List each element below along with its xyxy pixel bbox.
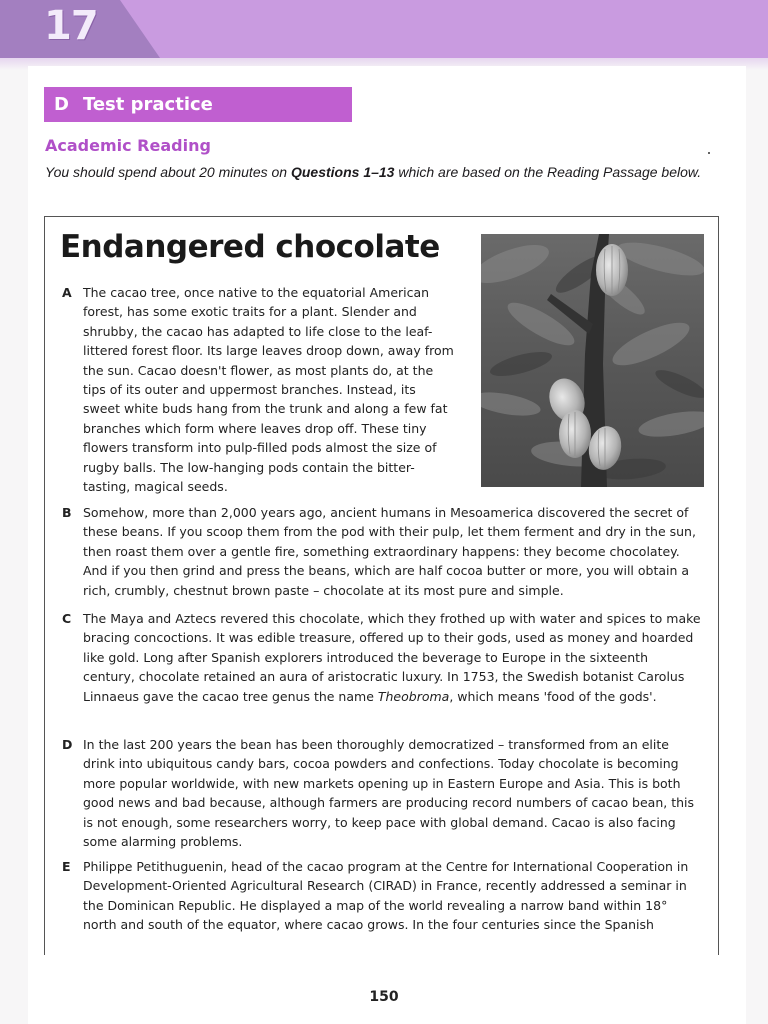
passage-title: Endangered chocolate: [60, 229, 440, 265]
cacao-photo: [481, 234, 704, 487]
section-header: [44, 87, 352, 122]
academic-reading-heading: Academic Reading: [45, 136, 211, 155]
instructions-before: You should spend about 20 minutes on: [45, 164, 291, 180]
unit-number: 17: [44, 3, 98, 49]
paragraph-text-after: , which means 'food of the gods'.: [449, 688, 657, 704]
section-letter: D: [54, 94, 69, 115]
cacao-pods-image: [481, 234, 704, 487]
instructions: [45, 162, 725, 182]
paragraph-d: [62, 735, 702, 851]
paragraph-letter: A: [62, 285, 72, 300]
genus-name: Theobroma: [377, 688, 450, 704]
paragraph-text: In the last 200 years the bean has been thoroughly democratized – transformed from an elite drink into ubiquitous candy bars, cocoa powders and confections. Today chocolate is becoming more popular worldwide, with new markets opening up in Eastern Europe and Asia. This is both good news and bad because, although farmers are producing record numbers of cacao bean, this is not enough, some researchers worry, to keep pace with global demand. Cacao is also facing some alarming problems.: [83, 737, 695, 850]
paragraph-c: [62, 609, 702, 706]
paragraph-a: [62, 283, 454, 496]
paragraph-letter: C: [62, 611, 72, 626]
instructions-after: which are based on the Reading Passage below.: [394, 164, 702, 180]
stray-dot: [708, 152, 710, 154]
paragraph-letter: D: [62, 737, 73, 752]
paragraph-b: [62, 503, 702, 600]
paragraph-letter: B: [62, 505, 72, 520]
paragraph-text: Somehow, more than 2,000 years ago, ancient humans in Mesoamerica discovered the secret of these beans. If you scoop them from the pod with their pulp, let them ferment and dry in the sun, then roast them over a gentle fire, something extraordinary happens: they become chocolatey. And if you then grind and press the beans, which are half cocoa butter or more, you will obtain a rich, crumbly, chestnut brown paste – chocolate at its most pure and simple.: [83, 505, 696, 598]
paragraph-text: Philippe Petithuguenin, head of the cacao program at the Centre for International Cooperation in Development-Oriented Agricultural Research (CIRAD) in France, recently addressed a seminar in the Dominican Republic. He displayed a map of the world revealing a narrow band within 18° north and south of the equator, where cacao grows. In the four centuries since the Spanish: [83, 859, 689, 933]
paragraph-e: [62, 857, 702, 935]
paragraph-text: The cacao tree, once native to the equatorial American forest, has some exotic traits for a plant. Slender and shrubby, the cacao has adapted to life close to the leaf-littered forest floor. Its large leaves droop down, away from the sun. Cacao doesn't flower, as most plants do, at the tips of its outer and uppermost branches. Instead, its sweet white buds hang from the trunk and along a few fat branches which form where leaves drop off. These tiny flowers transform into pulp-filled pods almost the size of rugby balls. The low-hanging pods contain the bitter-tasting, magical seeds.: [83, 285, 454, 495]
paragraph-text: [83, 609, 702, 706]
instructions-questions: Questions 1–13: [290, 164, 395, 180]
paragraph-text-before: The Maya and Aztecs revered this chocolate, which they frothed up with water and spices to make bracing concoctions. It was edible treasure, offered up to their gods, used as money and hoarded like gold. Long after Spanish explorers introduced the beverage to Europe in the sixteenth century, chocolate retained an aura of aristocratic luxury. In 1753, the Swedish botanist Carolus Linnaeus gave the cacao tree genus the name: [83, 611, 701, 704]
page-number: 150: [369, 989, 399, 1005]
section-title: Test practice: [82, 94, 213, 115]
paragraph-letter: E: [62, 859, 71, 874]
